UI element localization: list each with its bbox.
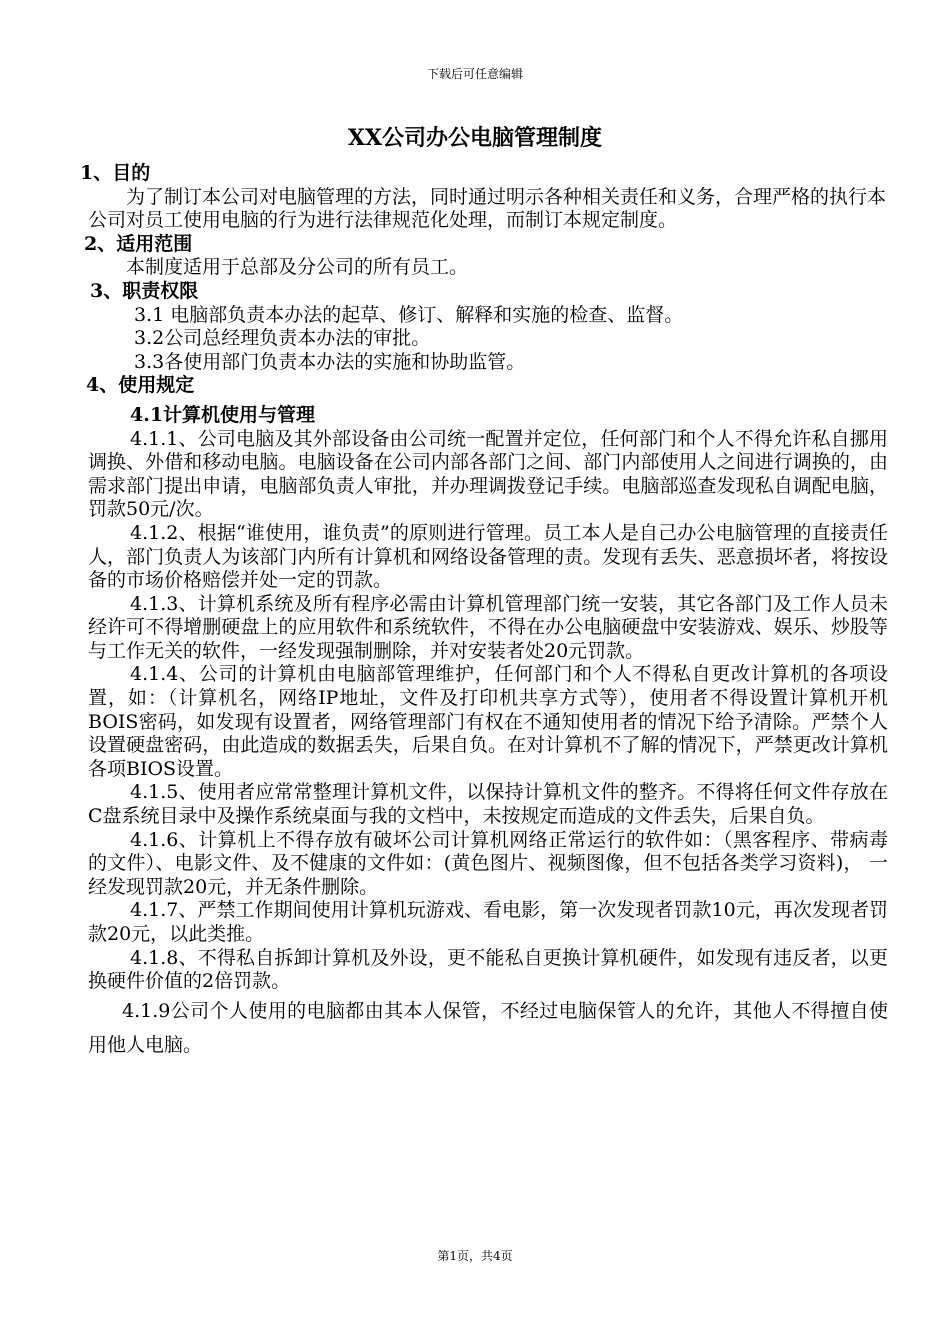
responsibility-item: 3.3各使用部门负责本办法的实施和协助监管。: [134, 350, 526, 373]
rule-paragraph: 4.1.9公司个人使用的电脑都由其本人保管，不经过电脑保管人的允许，其他人不得擅自使用他人电脑。: [88, 999, 888, 1056]
rule-paragraph: 4.1.1、公司电脑及其外部设备由公司统一配置并定位，任何部门和个人不得允许私自挪用调换、外借和移动电脑。电脑设备在公司内部各部门之间、部门内部使用人之间进行调换的，由需求部门提出申请，电脑部负责人审批，并办理调拨登记手续。电脑部巡查发现私自调配电脑，罚款50元/次。: [88, 427, 888, 521]
responsibility-item: 3.1 电脑部负责本办法的起草、修订、解释和实施的检查、监督。: [134, 303, 684, 326]
section-heading-purpose: 1、目的: [80, 162, 151, 184]
section-heading-responsibility: 3、职责权限: [90, 279, 199, 302]
subsection-heading-computer-management: 4.1计算机使用与管理: [130, 403, 316, 426]
rule-paragraph: 4.1.3、计算机系统及所有程序必需由计算机管理部门统一安装，其它各部门及工作人员未经许可不得增删硬盘上的应用软件和系统软件，不得在办公电脑硬盘中安装游戏、娱乐、炒股等与工作无关的软件，一经发现强制删除，并对安装者处20元罚款。: [88, 592, 888, 662]
section-text-scope: 本制度适用于总部及分公司的所有员工。: [126, 256, 469, 279]
rule-paragraph: 4.1.4、公司的计算机由电脑部管理维护，任何部门和个人不得私自更改计算机的各项设置，如：（计算机名，网络IP地址，文件及打印机共享方式等），使用者不得设置计算机开机BOIS密码，如发现有设置者，网络管理部门有权在不通知使用者的情况下给予清除。严禁个人设置硬盘密码，由此造成的数据丢失，后果自负。在对计算机不了解的情况下，严禁更改计算机各项BIOS设置。: [88, 663, 888, 780]
section-text-purpose: 为了制订本公司对电脑管理的方法，同时通过明示各种相关责任和义务，合理严格的执行本公司对员工使用电脑的行为进行法律规范化处理，而制订本规定制度。: [88, 185, 887, 232]
rule-paragraph: 4.1.5、使用者应常常整理计算机文件，以保持计算机文件的整齐。不得将任何文件存放在C盘系统目录中及操作系统桌面与我的文档中，未按规定而造成的文件丢失，后果自负。: [88, 781, 888, 828]
section-heading-usage-rules: 4、使用规定: [86, 374, 195, 397]
document-title: XX公司办公电脑管理制度: [347, 125, 603, 151]
rule-paragraph: 4.1.8、不得私自拆卸计算机及外设，更不能私自更换计算机硬件，如发现有违反者，以更换硬件价值的2倍罚款。: [88, 946, 888, 993]
rule-paragraph: 4.1.6、计算机上不得存放有破坏公司计算机网络正常运行的软件如：（黑客程序、带病毒的文件）、电影文件、及不健康的文件如：(黄色图片、视频图像，但不包括各类学习资料)， 一经发现罚款20元，并无条件删除。: [88, 828, 888, 898]
page-footer: 第1页，共4页: [437, 1249, 513, 1263]
page-header: 下载后可任意编辑: [426, 67, 523, 81]
document-body: [80, 162, 888, 1062]
rule-paragraph: 4.1.2、根据“谁使用，谁负责”的原则进行管理。员工本人是自己办公电脑管理的直接责任人，部门负责人为该部门内所有计算机和网络设备管理的责。发现有丢失、恶意损坏者，将按设备的市场价格赔偿并处一定的罚款。: [88, 521, 888, 592]
responsibility-item: 3.2公司总经理负责本办法的审批。: [134, 327, 431, 350]
section-heading-scope: 2、适用范围: [84, 232, 193, 255]
rule-paragraph: 4.1.7、严禁工作期间使用计算机玩游戏、看电影，第一次发现者罚款10元，再次发现者罚款20元，以此类推。: [88, 899, 888, 945]
